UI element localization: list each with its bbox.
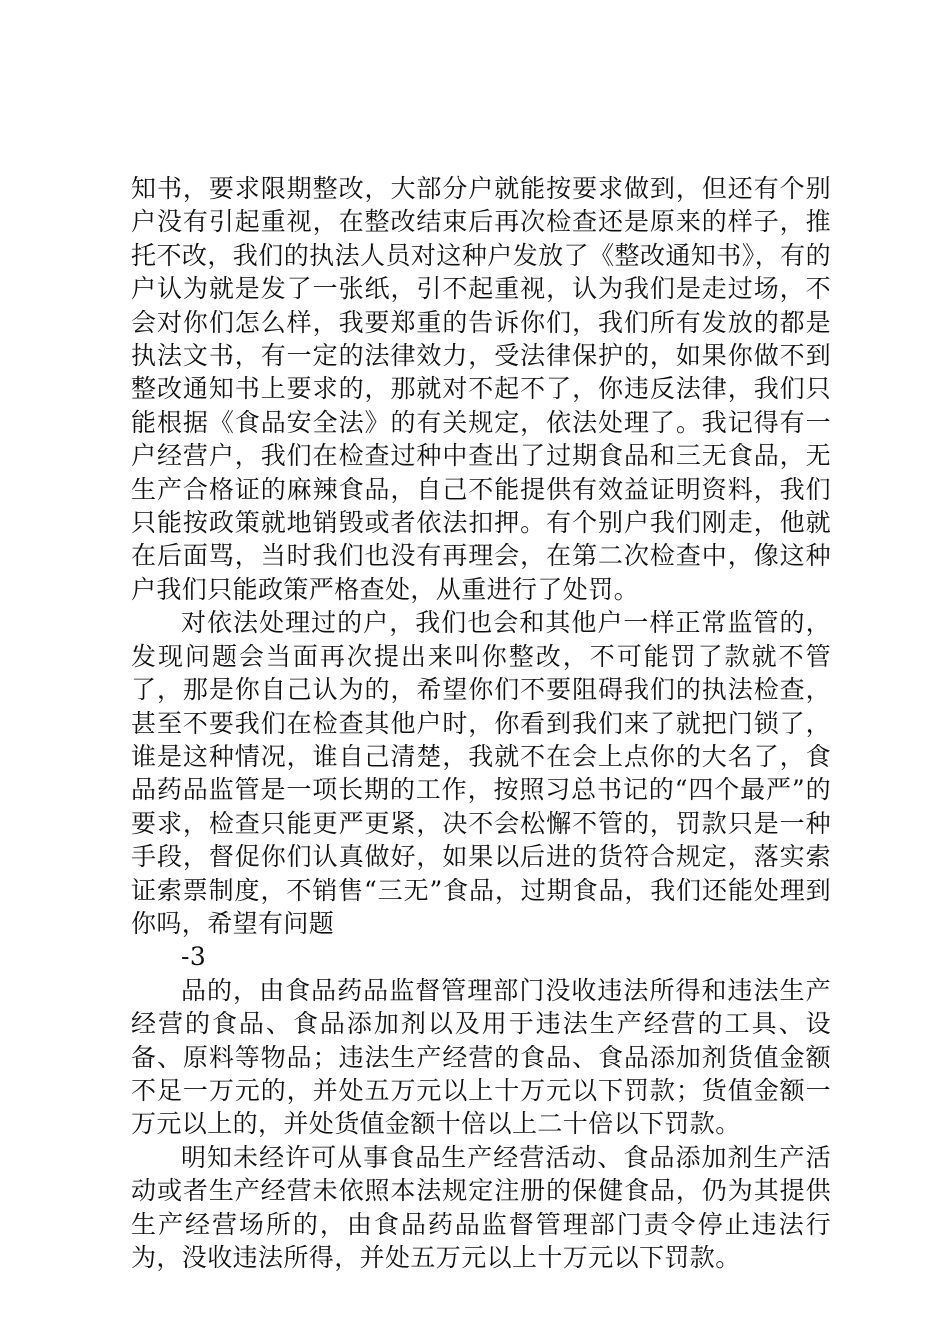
paragraph-enforcement-notice: 知书，要求限期整改，大部分户就能按要求做到，但还有个别户没有引起重视，在整改结束后再次检查还是原来的样子，推托不改，我们的执法人员对这种户发放了《整改通知书》，有的户认为就是发了一张纸，引不起重视，认为我们是走过场，不会对你们怎么样，我要郑重的告诉你们，我们所有发放的都是执法文书，有一定的法律效力，受法律保护的，如果你做不到整改通知书上要求的，那就对不起不了，你违反法律，我们只能根据《食品安全法》的有关规定，依法处理了。我记得有一户经营户，我们在检查过种中查出了过期食品和三无食品，无生产合格证的麻辣食品，自己不能提供有效益证明资料，我们只能按政策就地销毁或者依法扣押。有个别户我们刚走，他就在后面骂，当时我们也没有再理会，在第二次检查中，像这种户我们只能政策严格查处，从重进行了处罚。 bbox=[131, 174, 831, 604]
page-number-marker: -3 bbox=[181, 942, 207, 972]
paragraph-ongoing-supervision: 对依法处理过的户，我们也会和其他户一样正常监管的，发现问题会当面再次提出来叫你整改，不可能罚了款就不管了，那是你自己认为的，希望你们不要阻碍我们的执法检查，甚至不要我们在检查其他户时，你看到我们来了就把门锁了，谁是这种情况，谁自己清楚，我就不在会上点你的大名了，食品药品监管是一项长期的工作，按照习总书记的“四个最严”的要求，检查只能更严更紧，决不会松懈不管的，罚款只是一种手段，督促你们认真做好，如果以后进的货符合规定，落实索证索票制度，不销售“三无”食品，过期食品，我们还能处理到你吗，希望有问题 bbox=[131, 608, 831, 938]
paragraph-illegal-production-penalty: 品的，由食品药品监督管理部门没收违法所得和违法生产经营的食品、食品添加剂以及用于违法生产经营的工具、设备、原料等物品；违法生产经营的食品、食品添加剂货值金额不足一万元的，并处五万元以上十万元以下罚款；货值金额一万元以上的，并处货值金额十倍以上二十倍以下罚款。 bbox=[131, 975, 831, 1139]
document-body bbox=[131, 172, 831, 1274]
paragraph-providing-premises-penalty: 明知未经许可从事食品生产经营活动、食品添加剂生产活动或者生产经营未依照本法规定注册的保健食品，仍为其提供生产经营场所的，由食品药品监督管理部门责令停止违法行为，没收违法所得，并处五万元以上十万元以下罚款。 bbox=[131, 1142, 831, 1272]
